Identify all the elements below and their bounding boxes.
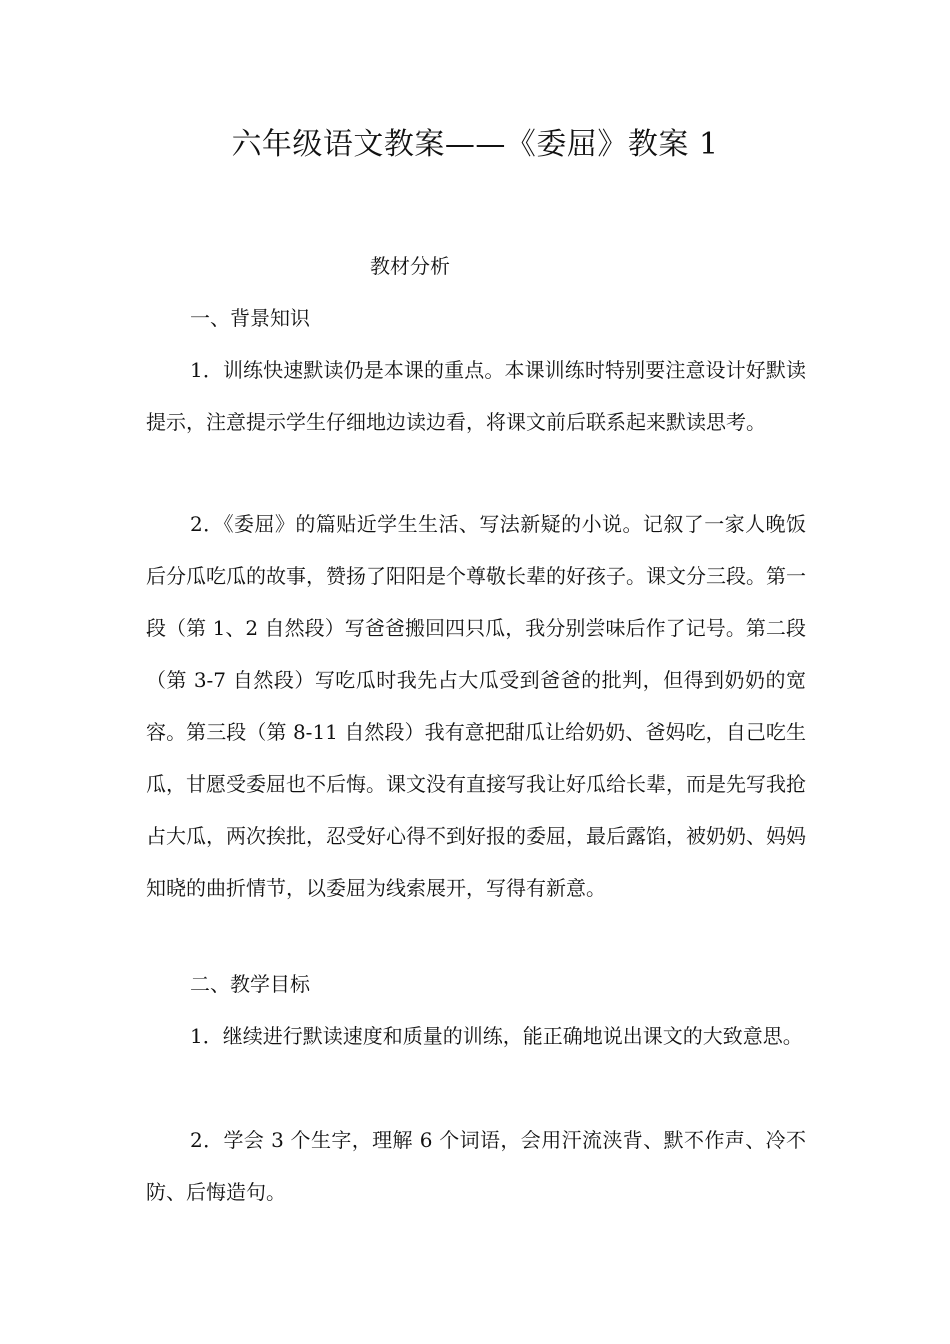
paragraph-background-1: 1．训练快速默读仍是本课的重点。本课训练时特别要注意设计好默读提示，注意提示学生仔细地边读边看，将课文前后联系起来默读思考。 xyxy=(146,358,806,434)
heading-background: 一、背景知识 xyxy=(190,306,310,330)
paragraph-goal-2: 2．学会 3 个生字，理解 6 个词语，会用汗流浃背、默不作声、冷不防、后悔造句。 xyxy=(146,1128,806,1204)
document-title: 六年级语文教案——《委屈》教案 1 xyxy=(231,127,719,162)
paragraph-background-2: 2．《委屈》的篇贴近学生生活、写法新疑的小说。记叙了一家人晚饭后分瓜吃瓜的故事，赞扬了阳阳是个尊敬长辈的好孩子。课文分三段。第一段（第 1、2 自然段）写爸爸搬回四只瓜，我分别尝味后作了记号。第二段（第 3-7 自然段）写吃瓜时我先占大瓜受到爸爸的批判，但得到奶奶的宽容。第三段（第 8-11 自然段）我有意把甜瓜让给奶奶、爸妈吃，自己吃生瓜，甘愿受委屈也不后悔。课文没有直接写我让好瓜给长辈，而是先写我抢占大瓜，两次挨批，忍受好心得不到好报的委屈，最后露馅，被奶奶、妈妈知晓的曲折情节，以委屈为线索展开，写得有新意。 xyxy=(146,512,806,900)
section-title: 教材分析 xyxy=(370,254,450,278)
paragraph-goal-1: 1．继续进行默读速度和质量的训练，能正确地说出课文的大致意思。 xyxy=(190,1024,803,1048)
heading-goals: 二、教学目标 xyxy=(190,972,310,996)
